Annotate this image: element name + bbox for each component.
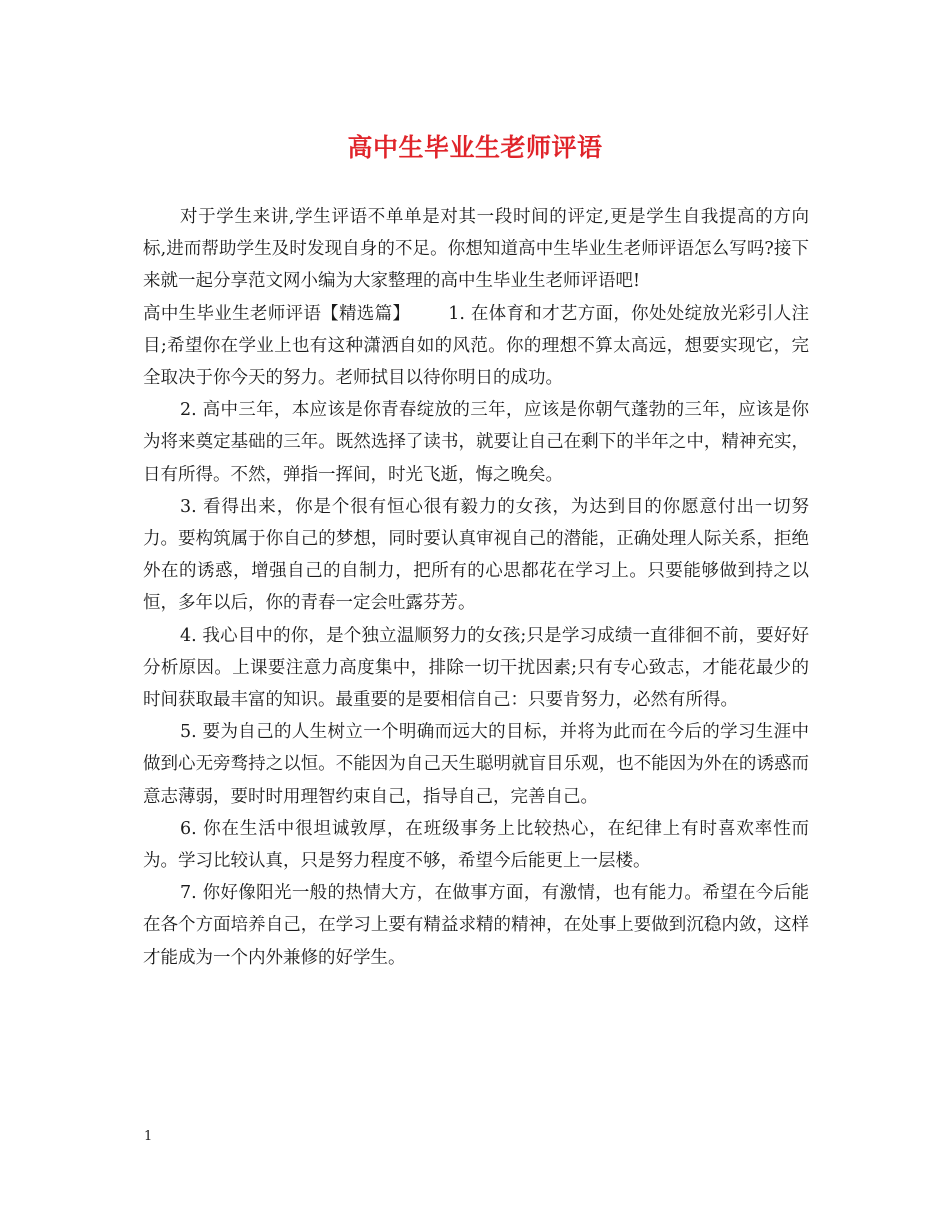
section-heading: 高中生毕业生老师评语【精选篇】 <box>143 303 411 324</box>
comment-item-7: 7. 你好像阳光一般的热情大方，在做事方面，有激情，也有能力。希望在今后能在各个方面培养自己，在学习上要有精益求精的精神，在处事上要做到沉稳内敛，这样才能成为一个内外兼修的好学生。 <box>143 883 809 968</box>
intro-paragraph: 对于学生来讲,学生评语不单单是对其一段时间的评定,更是学生自我提高的方向标,进而帮助学生及时发现自身的不足。你想知道高中生毕业生老师评语怎么写吗?接下来就一起分享范文网小编为大家整理的高中生毕业生老师评语吧! <box>143 207 809 292</box>
page-number: 1 <box>144 1129 153 1144</box>
document-title: 高中生毕业生老师评语 <box>347 133 603 162</box>
comment-item-3: 3. 看得出来，你是个很有恒心很有毅力的女孩，为达到目的你愿意付出一切努力。要构筑属于你自己的梦想，同时要认真审视自己的潜能，正确处理人际关系，拒绝外在的诱惑，增强自己的自制力，把所有的心思都花在学习上。只要能够做到持之以恒，多年以后，你的青春一定会吐露芬芳。 <box>143 496 809 614</box>
selected-section-paragraph <box>143 298 809 395</box>
comment-item-6: 6. 你在生活中很坦诚敦厚，在班级事务上比较热心，在纪律上有时喜欢率性而为。学习比较认真，只是努力程度不够，希望今后能更上一层楼。 <box>143 818 809 872</box>
comment-item-2: 2. 高中三年，本应该是你青春绽放的三年，应该是你朝气蓬勃的三年，应该是你为将来奠定基础的三年。既然选择了读书，就要让自己在剩下的半年之中，精神充实，日有所得。不然，弹指一挥间，时光飞逝，悔之晚矣。 <box>143 400 809 485</box>
comment-item-4: 4. 我心目中的你，是个独立温顺努力的女孩;只是学习成绩一直徘徊不前，要好好分析原因。上课要注意力高度集中，排除一切干扰因素;只有专心致志，才能花最少的时间获取最丰富的知识。最重要的是要相信自己：只要肯努力，必然有所得。 <box>143 625 809 711</box>
document-body <box>143 201 809 974</box>
comment-item-5: 5. 要为自己的人生树立一个明确而远大的目标，并将为此而在今后的学习生涯中做到心无旁骛持之以恒。不能因为自己天生聪明就盲目乐观，也不能因为外在的诱惑而意志薄弱，要时时用理智约束自己，指导自己，完善自己。 <box>143 722 809 807</box>
comment-item-1: 1. 在体育和才艺方面，你处处绽放光彩引人注目;希望你在学业上也有这种潇洒自如的风范。你的理想不算太高远，想要实现它，完全取决于你今天的努力。老师拭目以待你明日的成功。 <box>143 303 810 389</box>
